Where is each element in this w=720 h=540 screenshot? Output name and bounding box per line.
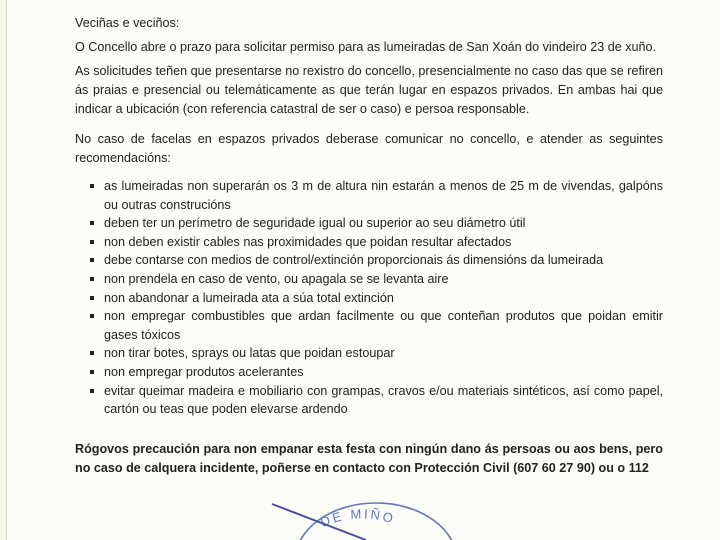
list-item bbox=[90, 270, 663, 289]
list-item-text: evitar queimar madeira e mobiliario con grampas, cravos e/ou materiais sintéticos, así como papel, cartón ou teas que poden elevarse ardendo bbox=[104, 383, 663, 417]
list-item bbox=[90, 363, 663, 382]
stamp-text: DE MIÑO bbox=[318, 506, 398, 530]
bullet-square-icon bbox=[90, 277, 94, 281]
list-item-text: non prendela en caso de vento, ou apagala se se levanta aire bbox=[104, 271, 449, 286]
bullet-square-icon bbox=[90, 389, 94, 393]
list-item bbox=[90, 233, 663, 252]
bullet-square-icon bbox=[90, 351, 94, 355]
list-item-text: as lumeiradas non superarán os 3 m de altura nin estarán a menos de 25 m de vivendas, galpóns ou outras construcións bbox=[104, 179, 663, 212]
stamp-graphic bbox=[256, 496, 502, 540]
list-item bbox=[90, 177, 663, 214]
paragraph-facelas: No caso de facelas en espazos privados deberase comunicar no concello, e atender as seguintes recomendacións: bbox=[75, 132, 663, 165]
list-item bbox=[90, 344, 663, 363]
scan-edge-shadow bbox=[0, 0, 7, 540]
document-body bbox=[75, 14, 663, 478]
official-stamp bbox=[256, 496, 502, 540]
list-item-text: non tirar botes, sprays ou latas que poidan estoupar bbox=[104, 346, 395, 361]
list-item-text: non deben existir cables nas proximidades que poidan resultar afectados bbox=[104, 234, 512, 249]
recommendations-list bbox=[90, 177, 663, 419]
bullet-square-icon bbox=[90, 240, 94, 244]
list-item bbox=[90, 214, 663, 233]
list-item-text: non empregar produtos acelerantes bbox=[104, 364, 304, 379]
bullet-square-icon bbox=[90, 314, 94, 318]
list-item-text: debe contarse con medios de control/extinción proporcionais ás dimensións da lumeirada bbox=[104, 253, 604, 268]
list-item bbox=[90, 307, 663, 344]
list-item-text: non empregar combustibles que ardan facilmente ou que conteñan produtos que poidan emitir gases tóxicos bbox=[104, 309, 663, 342]
bullet-square-icon bbox=[90, 184, 94, 188]
paragraph-solicitudes: As solicitudes teñen que presentarse no rexistro do concello, presencialmente no caso das que se refiren ás praias e presencial ou telemáticamente as que terán lugar en espazos privados. En ambas hai que indicar a ubicación (con referencia catastral de ser o caso) e persoa responsable. bbox=[75, 64, 663, 116]
bullet-square-icon bbox=[90, 370, 94, 374]
list-item bbox=[90, 289, 663, 308]
closing-warning: Rógovos precaución para non empanar esta festa con ningún dano ás persoas ou aos bens, pero no caso de calquera incidente, poñerse en contacto con Protección Civil (607 60 27 90) ou o 112 bbox=[75, 441, 663, 475]
bullet-square-icon bbox=[90, 221, 94, 225]
bullet-square-icon bbox=[90, 258, 94, 262]
bullet-square-icon bbox=[90, 296, 94, 300]
list-item-text: non abandonar a lumeirada ata a súa total extinción bbox=[104, 290, 394, 305]
list-item bbox=[90, 382, 663, 419]
paragraph-intro: O Concello abre o prazo para solicitar permiso para as lumeiradas de San Xoán do vindeiro 23 de xuño. bbox=[75, 40, 657, 54]
list-item-text: deben ter un perímetro de seguridade igual ou superior ao seu diámetro útil bbox=[104, 216, 526, 231]
salutation: Veciñas e veciños: bbox=[75, 16, 180, 30]
list-item bbox=[90, 251, 663, 270]
